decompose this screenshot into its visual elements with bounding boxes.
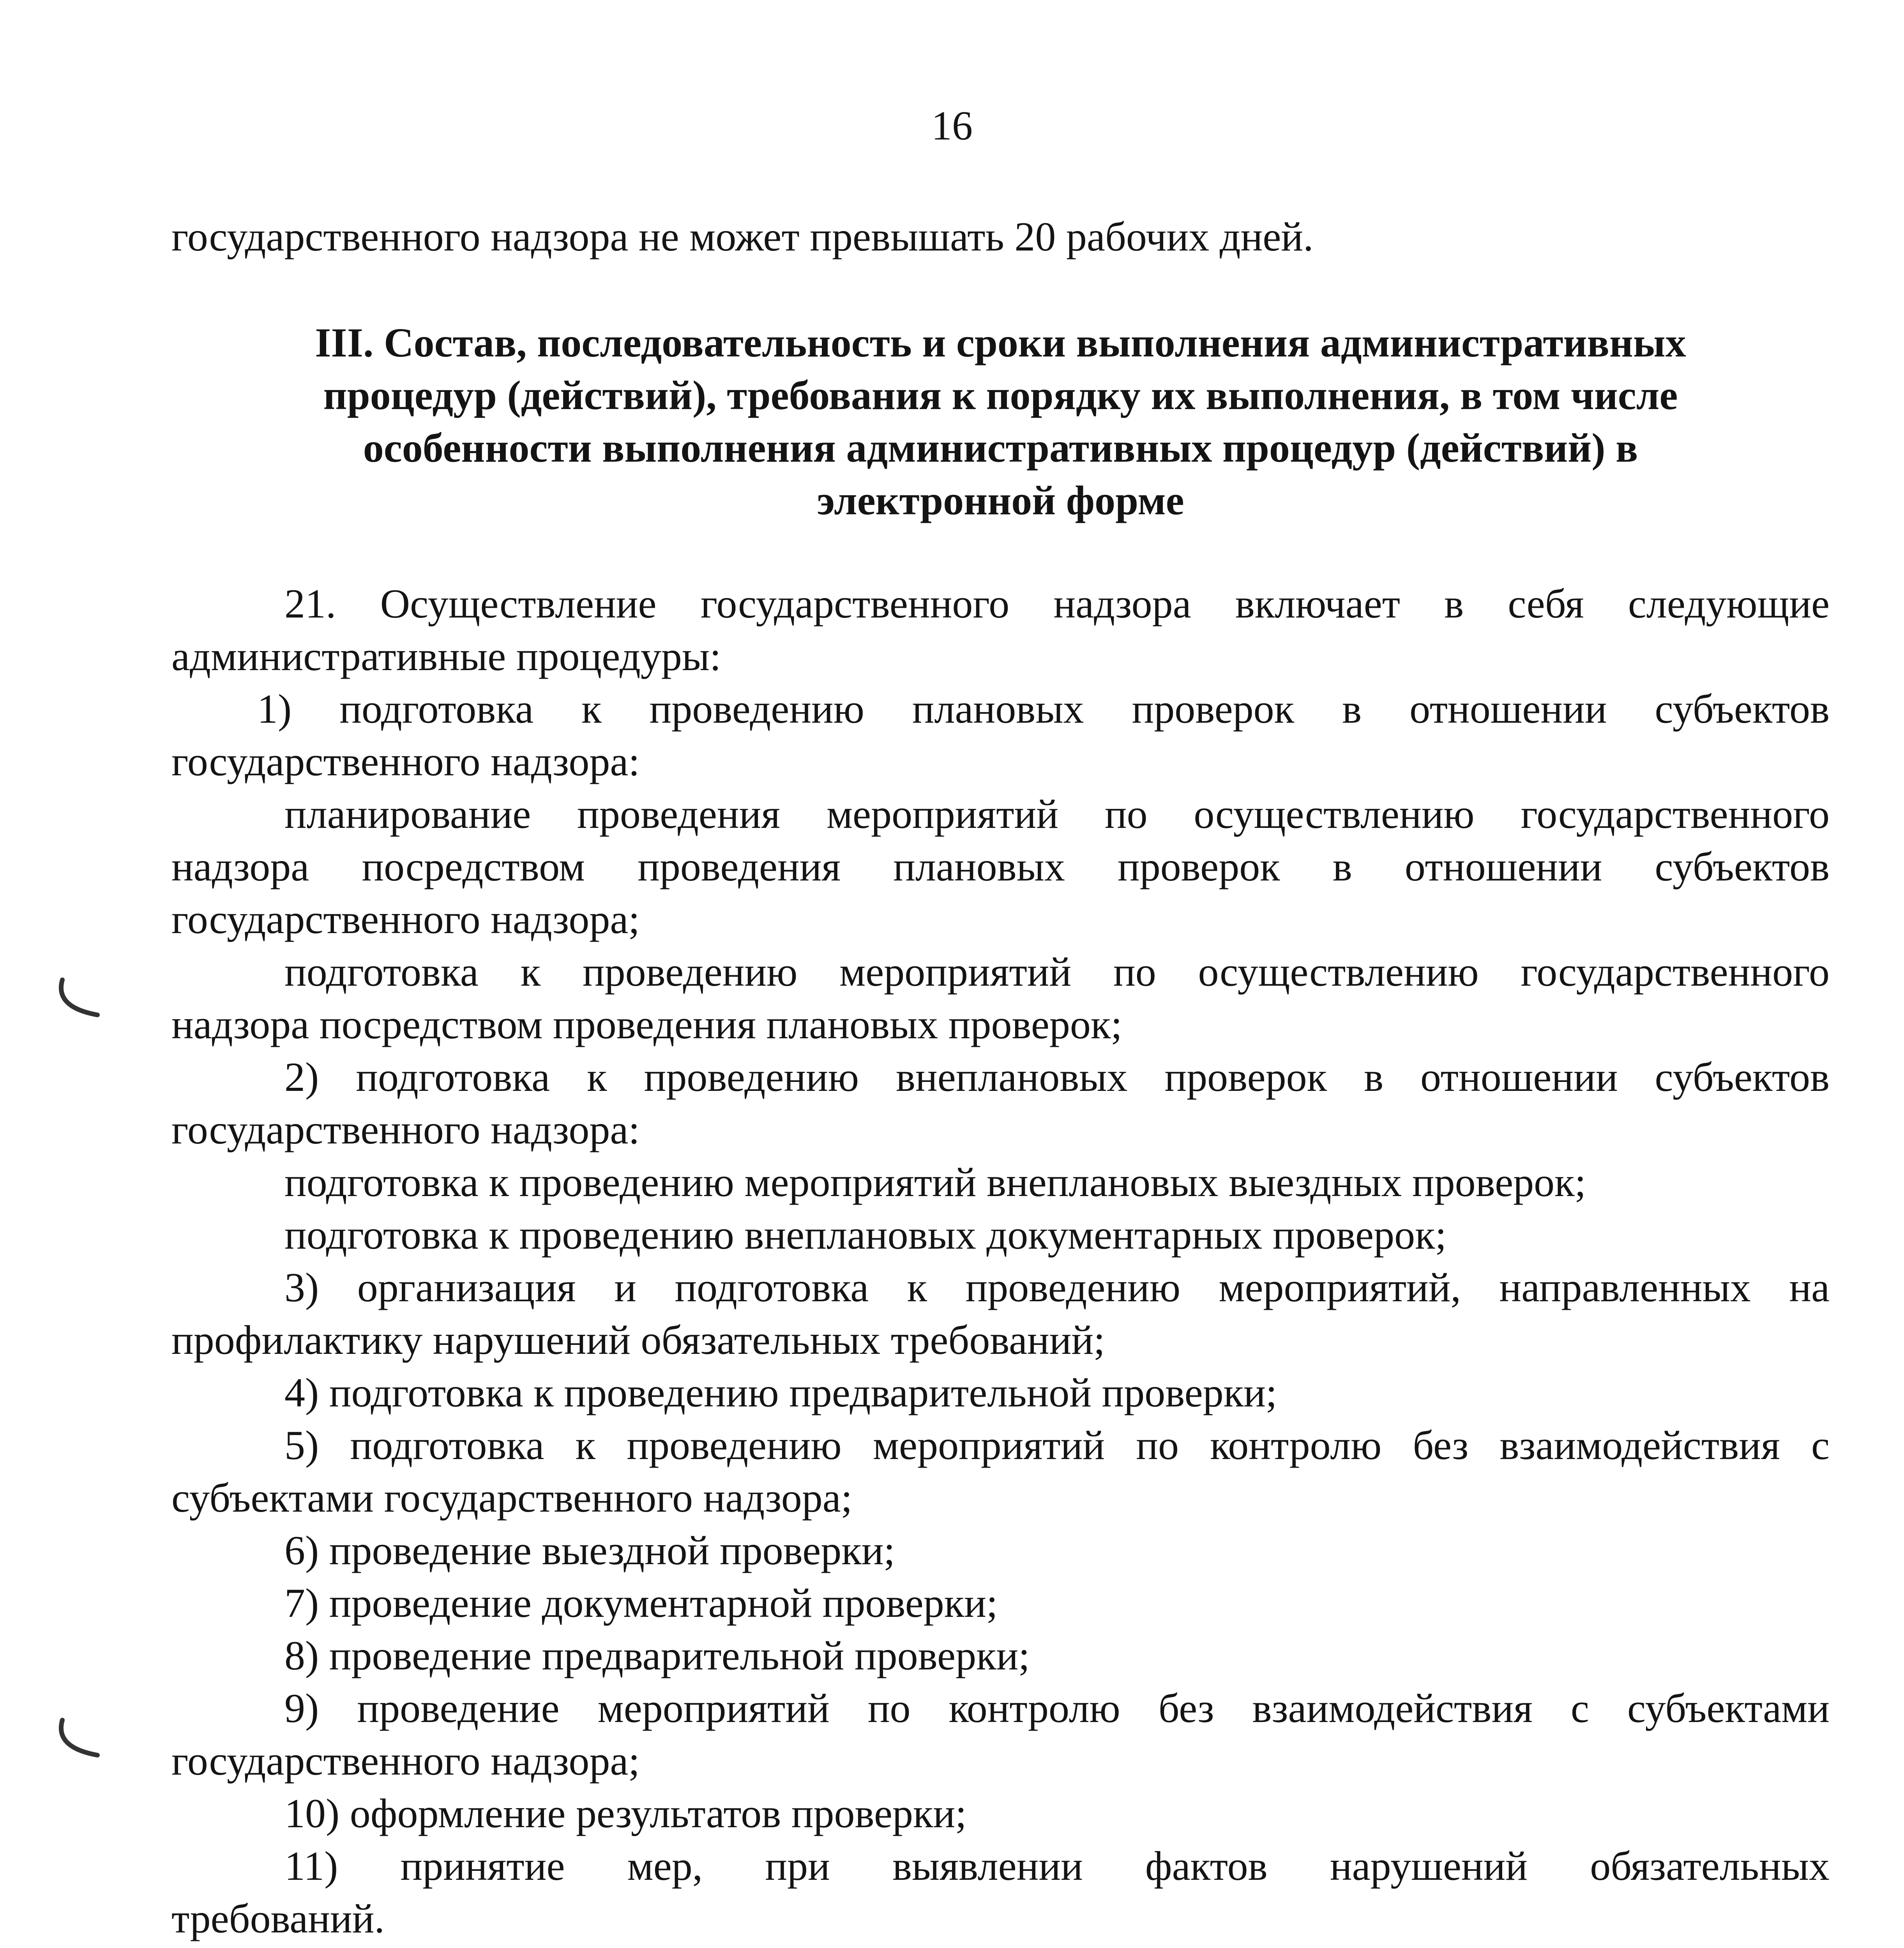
body-text (171, 577, 1830, 1948)
text-line: 6) проведение выездной проверки; (284, 1528, 895, 1573)
section-heading (171, 316, 1830, 527)
text-line: подготовка к проведению мероприятий внеплановых выездных проверок; (284, 1159, 1586, 1205)
text-line: надзора посредством проведения плановых проверок; (171, 1002, 1122, 1047)
heading-line: процедур (действий), требования к порядку их выполнения, в том числе (323, 372, 1678, 418)
text-line: подготовка к проведению внеплановых документарных проверок; (284, 1212, 1447, 1258)
text-line: надзора посредством проведения плановых проверок в отношении субъектов (171, 844, 1830, 889)
text-line: административные процедуры: (171, 633, 721, 679)
text-top (171, 210, 1830, 263)
text-line: планирование проведения мероприятий по осуществлению государственного (284, 791, 1830, 837)
text-line: 7) проведение документарной проверки; (284, 1580, 998, 1626)
text-line: требований. (171, 1896, 385, 1941)
text-line: 11) принятие мер, при выявлении фактов нарушений обязательных (284, 1843, 1830, 1889)
text-line: 3) организация и подготовка к проведению мероприятий, направленных на (284, 1265, 1830, 1310)
text-line: 9) проведение мероприятий по контролю без взаимодействия с субъектами (284, 1685, 1830, 1731)
page-number: 16 (931, 103, 973, 148)
text-line: государственного надзора: (171, 739, 640, 784)
heading-line: III. Состав, последовательность и сроки выполнения административных (315, 320, 1686, 365)
text-line (171, 1945, 1830, 1948)
binding-mark-icon (51, 1716, 109, 1763)
text-line: государственного надзора; (171, 1738, 640, 1784)
text-line: государственного надзора не может превышать 20 рабочих дней. (171, 214, 1314, 259)
binding-mark-icon (51, 976, 109, 1023)
text-line: субъектами государственного надзора; (171, 1475, 853, 1521)
text-line: государственного надзора: (171, 1107, 640, 1152)
text-line: 2) подготовка к проведению внеплановых проверок в отношении субъектов (284, 1054, 1830, 1100)
text-line: 8) проведение предварительной проверки; (284, 1633, 1030, 1678)
text-line: 1) подготовка к проведению плановых проверок в отношении субъектов (257, 686, 1830, 732)
text-line: 5) подготовка к проведению мероприятий по контролю без взаимодействия с (284, 1422, 1830, 1468)
text-line: 10) оформление результатов проверки; (284, 1791, 967, 1836)
text-line: государственного надзора; (171, 896, 640, 942)
text-line: подготовка к проведению мероприятий по осуществлению государственного (284, 949, 1830, 995)
heading-line: электронной форме (817, 478, 1184, 523)
text-line: 21. Осуществление государственного надзора включает в себя следующие (284, 581, 1830, 626)
heading-line: особенности выполнения административных процедур (действий) в (363, 425, 1638, 471)
text-line: 4) подготовка к проведению предварительной проверки; (284, 1370, 1277, 1415)
text-line: профилактику нарушений обязательных требований; (171, 1317, 1105, 1363)
